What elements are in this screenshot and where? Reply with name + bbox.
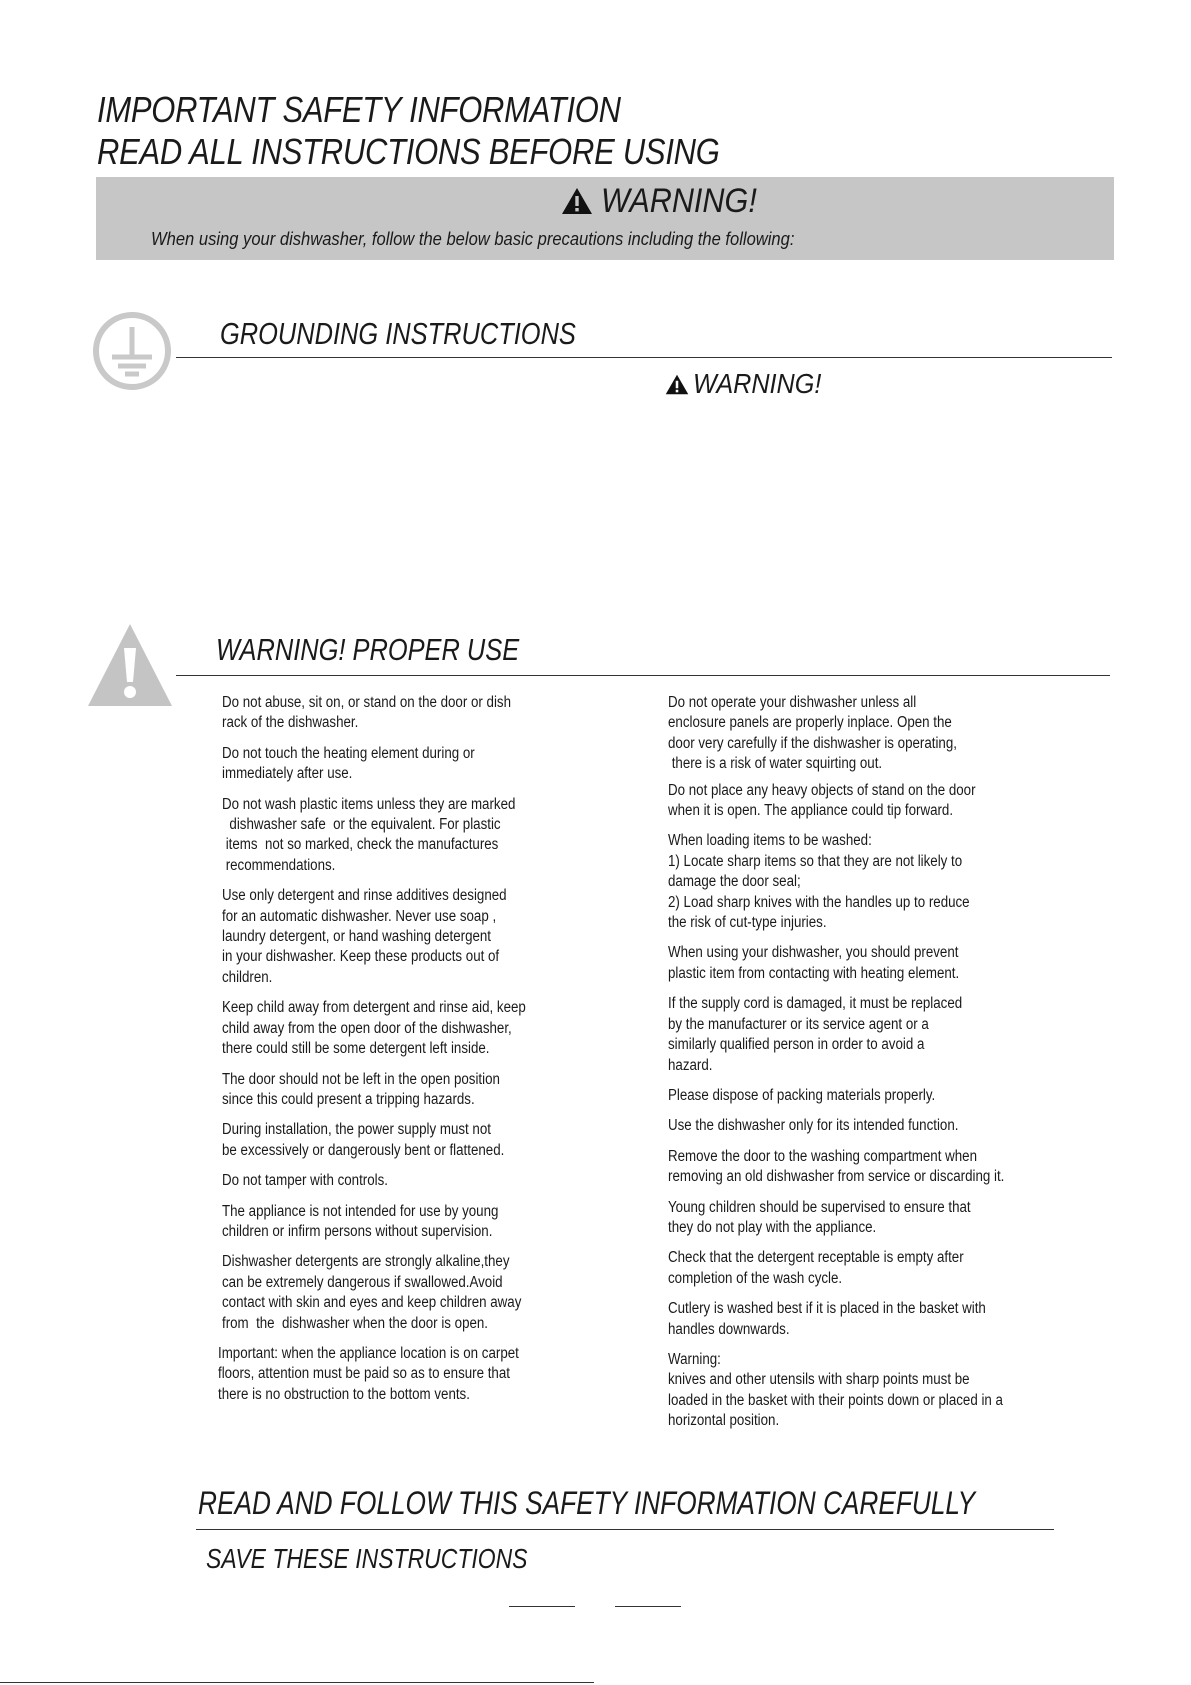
- list-item: Do not touch the heating element during or immediately after use.: [222, 744, 475, 783]
- grounding-title: GROUNDING INSTRUCTIONS: [220, 316, 576, 351]
- footer-divider: [196, 1529, 1054, 1530]
- grounding-warning: WARNING!: [665, 368, 836, 400]
- list-item: Do not place any heavy objects of stand on the door when it is open. The appliance could tip forward.: [668, 781, 976, 820]
- right-column: [668, 693, 1108, 1432]
- list-item: Remove the door to the washing compartment when removing an old dishwasher from service or discarding it.: [668, 1147, 1005, 1186]
- list-item: Use the dishwasher only for its intended function.: [668, 1117, 959, 1135]
- list-item: Important: when the appliance location is on carpet floors, attention must be paid so as to ensure that there is no obstruction to the bottom vents.: [218, 1344, 519, 1403]
- list-item: When using your dishwasher, you should prevent plastic item from contacting with heating element.: [668, 944, 960, 982]
- page-title-line-2: READ ALL INSTRUCTIONS BEFORE USING: [97, 131, 720, 172]
- list-item: If the supply cord is damaged, it must be replaced by the manufacturer or its service agent or a similarly qualified person in order to avoid a hazard.: [668, 995, 963, 1074]
- warning-triangle-icon: [665, 374, 689, 395]
- list-item: Do not operate your dishwasher unless all enclosure panels are properly inplace. Open the door very carefully if the dishwasher is operating, there is a risk of water squirting out.: [668, 694, 957, 773]
- list-item: The appliance is not intended for use by young children or infirm persons without supervision.: [222, 1202, 499, 1240]
- list-item: Do not wash plastic items unless they are marked dishwasher safe or the equivalent. For plastic items not so marked, check the manufactures recommendations.: [222, 795, 516, 874]
- page-mark-right: [615, 1606, 681, 1607]
- list-item: Do not abuse, sit on, or stand on the door or dish rack of the dishwasher.: [222, 694, 512, 732]
- ground-icon: [92, 311, 172, 391]
- warning-triangle-icon: [561, 187, 593, 215]
- footer-subtitle: SAVE THESE INSTRUCTIONS: [206, 1543, 528, 1574]
- list-item: Do not tamper with controls.: [222, 1172, 388, 1190]
- list-item: When loading items to be washed: 1) Locate sharp items so that they are not likely to damage the door seal; 2) Load sharp knives with the handles up to reduce the risk of cut-type injuries.: [668, 832, 970, 932]
- proper-use-divider: [176, 675, 1110, 676]
- exclamation-triangle-icon: [86, 622, 174, 708]
- grounding-divider: [176, 357, 1112, 358]
- footer-title: READ AND FOLLOW THIS SAFETY INFORMATION CAREFULLY: [198, 1485, 976, 1521]
- left-column: [218, 693, 652, 1405]
- page-mark-left: [509, 1606, 575, 1607]
- list-item: Use only detergent and rinse additives designed for an automatic dishwasher. Never use soap , laundry detergent, or hand washing detergent in your dishwasher. Keep these products out of children.: [222, 887, 507, 986]
- list-item: Young children should be supervised to ensure that they do not play with the appliance.: [668, 1198, 971, 1236]
- list-item: Cutlery is washed best if it is placed in the basket with handles downwards.: [668, 1300, 986, 1338]
- page-title-line-1: IMPORTANT SAFETY INFORMATION: [97, 89, 621, 130]
- bottom-edge-line: [0, 1682, 594, 1683]
- warning-note: Warning: knives and other utensils with sharp points must be loaded in the basket with their points down or placed in a horizontal position.: [668, 1350, 1003, 1430]
- list-item: Dishwasher detergents are strongly alkaline,they can be extremely dangerous if swallowed.Avoid contact with skin and eyes and keep children away from the dishwasher when the door is open.: [222, 1253, 522, 1332]
- warning-banner: [96, 177, 1114, 260]
- list-item: Please dispose of packing materials properly.: [668, 1086, 936, 1104]
- list-item: During installation, the power supply must not be excessively or dangerously bent or flattened.: [222, 1121, 505, 1159]
- banner-heading: WARNING!: [561, 181, 774, 221]
- list-item: Keep child away from detergent and rinse aid, keep child away from the open door of the dishwasher, there could still be some detergent left inside.: [222, 999, 526, 1058]
- proper-use-title: WARNING! PROPER USE: [216, 632, 520, 667]
- list-item: The door should not be left in the open position since this could present a tripping hazards.: [222, 1070, 500, 1108]
- banner-subheading: When using your dishwasher, follow the below basic precautions including the following:: [151, 229, 795, 249]
- list-item: Check that the detergent receptable is empty after completion of the wash cycle.: [668, 1249, 964, 1287]
